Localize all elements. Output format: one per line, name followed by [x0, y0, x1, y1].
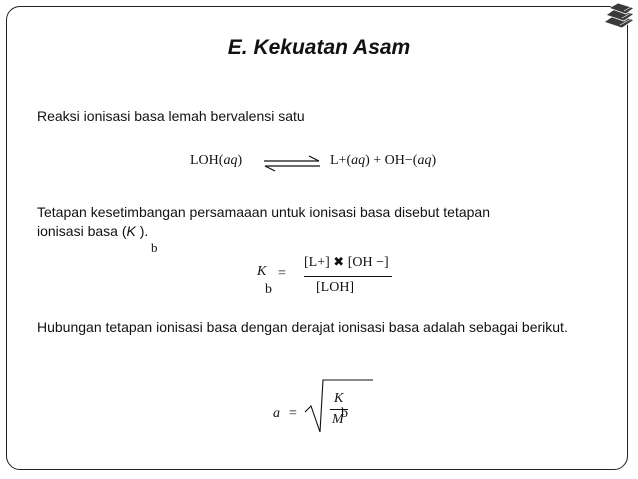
alpha-kb-subscript: b: [341, 406, 348, 421]
reactant: LOH(aq): [190, 153, 243, 168]
kb-definition-line1: Tetapan kesetimbangan persamaaan untuk ionisasi basa disebut tetapan: [37, 204, 490, 220]
kb-subscript: b: [265, 282, 272, 297]
kb-denominator: [LOH]: [316, 280, 355, 295]
kb-definition-subscript: b: [151, 240, 158, 255]
intro-text: Reaksi ionisasi basa lemah bervalensi satu: [37, 108, 305, 124]
stacked-books-icon: [600, 2, 636, 32]
kb-numerator: [L+] ✖ [OH −]: [304, 255, 389, 270]
relation-text: Hubungan tetapan ionisasi basa dengan derajat ionisasi basa adalah sebagai berikut.: [37, 319, 568, 335]
alpha-molarity-symbol: M: [332, 412, 344, 427]
kb-equals: =: [278, 266, 286, 281]
alpha-kb-symbol: K: [334, 391, 344, 406]
alpha-equals: =: [289, 406, 297, 421]
page-title: E. Kekuatan Asam: [227, 36, 411, 59]
equilibrium-arrow-icon: [262, 155, 322, 173]
products: L+(aq) + OH−(aq): [330, 153, 437, 168]
kb-symbol: K: [257, 264, 267, 279]
kb-fraction-line: [304, 276, 392, 277]
kb-definition-line2: ionisasi basa (K ).: [37, 223, 149, 239]
alpha-symbol: a: [273, 406, 280, 421]
